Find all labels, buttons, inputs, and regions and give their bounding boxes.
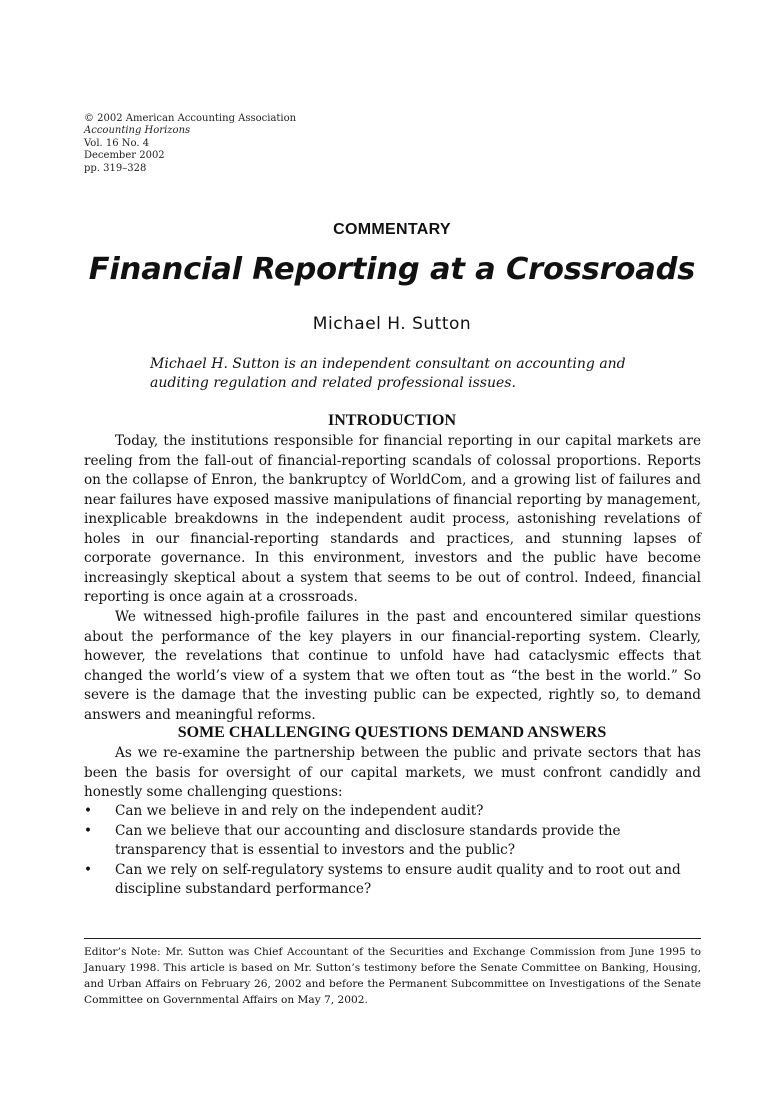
list-item-text: Can we believe in and rely on the independent audit? xyxy=(115,803,484,819)
question-list xyxy=(84,802,701,900)
copyright-line: © 2002 American Accounting Association xyxy=(84,113,297,124)
introduction-heading: INTRODUCTION xyxy=(327,412,456,429)
bullet-marker: • xyxy=(84,803,93,819)
editors-note: Editor’s Note: Mr. Sutton was Chief Accountant of the Securities and Exchange Commission from June 1995 to January 1998. This article is based on Mr. Sutton’s testimony before the Senate Committee on Banking, Housing, and Urban Affairs on February 26, 2002 and before the Permanent Subcommittee on Investigations of the Senate Committee on Governmental Affairs on May 7, 2002. xyxy=(84,946,701,1006)
list-item xyxy=(84,861,701,900)
author-bio: Michael H. Sutton is an independent consultant on accounting and auditing regulation and related professional issues. xyxy=(150,356,626,391)
list-item-text: Can we rely on self-regulatory systems to ensure audit quality and to root out and discipline substandard performance? xyxy=(115,861,681,897)
publication-header xyxy=(84,113,296,175)
body-paragraph: Today, the institutions responsible for financial reporting in our capital markets are reeling from the fall-out of financial-reporting scandals of colossal proportions. Reports on the collapse of Enron, the bankruptcy of WorldCom, and a growing list of failures and near failures have exposed massive manipulations of financial reporting by management, inexplicable breakdowns in the independent audit process, astonishing revelations of holes in our financial-reporting standards and practices, and stunning lapses of corporate governance. In this environment, investors and the public have become increasingly skeptical about a system that seems to be out of control. Indeed, financial reporting is once again at a crossroads. xyxy=(84,433,701,605)
list-item-text: Can we believe that our accounting and disclosure standards provide the transparency that is essential to investors and the public? xyxy=(115,822,621,858)
page-range: pp. 319–328 xyxy=(84,162,147,174)
article-title: Financial Reporting at a Crossroads xyxy=(88,252,696,287)
bullet-marker: • xyxy=(84,861,93,878)
list-item xyxy=(84,822,701,861)
section-label: COMMENTARY xyxy=(333,221,451,238)
volume-line: Vol. 16 No. 4 xyxy=(84,137,150,149)
footnote-divider xyxy=(84,938,701,939)
body-paragraph: As we re-examine the partnership between the public and private sectors that has been the basis for oversight of our capital markets, we must confront candidly and honestly some challenging questions: xyxy=(84,745,701,800)
questions-heading: SOME CHALLENGING QUESTIONS DEMAND ANSWERS xyxy=(177,724,607,741)
body-paragraph: We witnessed high-profile failures in the past and encountered similar questions about the performance of the key players in our financial-reporting system. Clearly, however, the revelations that continue to unfold have had cataclysmic effects that changed the world’s view of a system that we often tout as “the best in the world.” So severe is the damage that the investing public can be expected, rightly so, to demand answers and meaningful reforms. xyxy=(84,609,701,723)
bullet-marker: • xyxy=(84,822,93,839)
author-name: Michael H. Sutton xyxy=(312,314,472,334)
issue-date: December 2002 xyxy=(84,150,165,162)
journal-name: Accounting Horizons xyxy=(84,125,191,137)
list-item xyxy=(84,802,701,822)
